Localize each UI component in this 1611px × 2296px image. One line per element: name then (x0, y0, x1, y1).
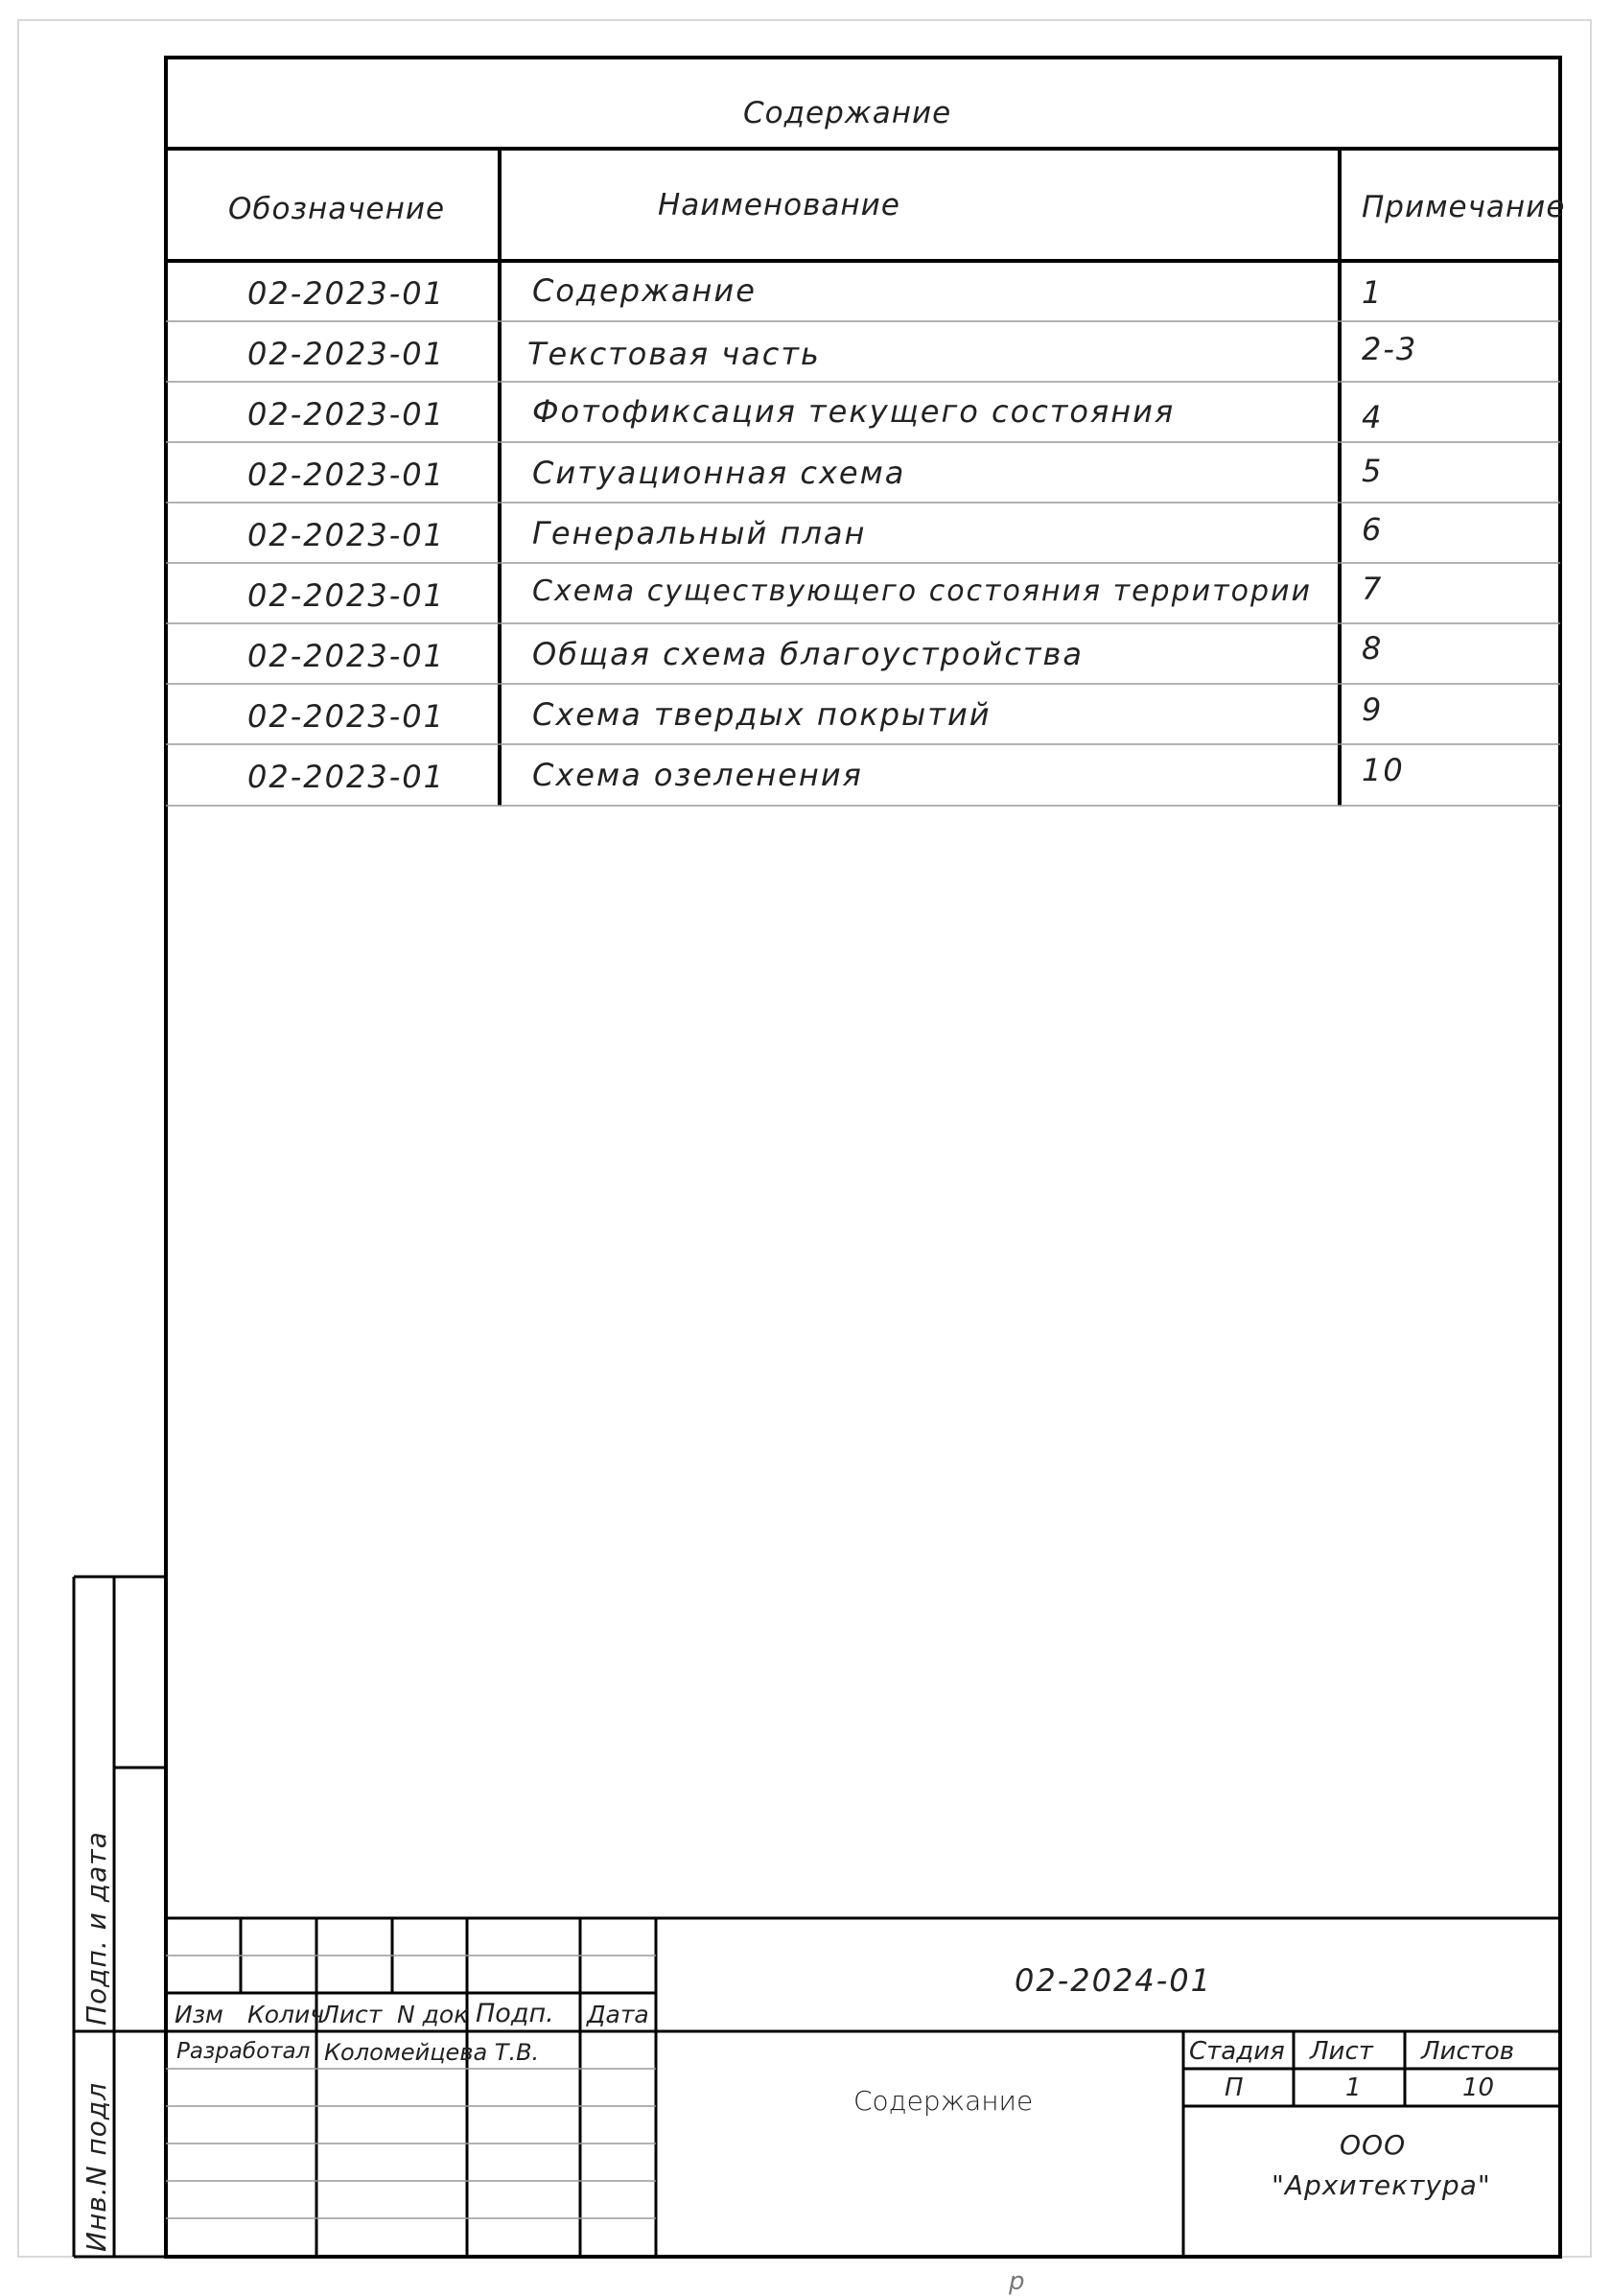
row-note: 7 (1362, 571, 1384, 607)
row-name: Текстовая часть (527, 336, 821, 372)
footer-mark: p (1009, 2267, 1026, 2296)
row-note: 8 (1362, 630, 1384, 667)
row-code: 02-2023-01 (247, 638, 445, 674)
col-sheet: Лист (321, 2001, 383, 2028)
row-note: 2-3 (1362, 331, 1418, 367)
col-doc-no: N док (397, 2001, 469, 2028)
side-signature-date-label: Подп. и дата (81, 1831, 112, 2026)
col-date: Дата (587, 2001, 649, 2028)
row-note: 9 (1362, 691, 1384, 728)
stage-label: Стадия (1189, 2037, 1285, 2066)
developer-name: Коломейцева Т.В. (324, 2039, 540, 2066)
sheets-value: 10 (1462, 2073, 1495, 2102)
col-count: Колич (247, 2001, 325, 2028)
document-code: 02-2024-01 (1015, 1962, 1212, 1999)
row-name: Содержание (532, 272, 757, 309)
side-inventory-label: Инв.N подл (81, 2081, 112, 2252)
row-code: 02-2023-01 (247, 396, 445, 433)
row-note: 6 (1362, 511, 1384, 548)
row-code: 02-2023-01 (247, 457, 445, 493)
header-name: Наименование (658, 188, 900, 223)
sheet-title: Содержание (853, 2085, 1034, 2117)
row-name: Общая схема благоустройства (532, 636, 1084, 672)
col-change: Изм (175, 2001, 223, 2028)
row-code: 02-2023-01 (247, 698, 445, 735)
row-note: 10 (1362, 752, 1405, 788)
row-note: 4 (1362, 399, 1384, 435)
row-name: Схема озеленения (532, 757, 863, 793)
row-note: 5 (1362, 453, 1384, 489)
developed-label: Разработал (176, 2039, 311, 2064)
row-code: 02-2023-01 (247, 577, 445, 614)
row-name: Схема существующего состояния территории (532, 574, 1312, 608)
sheets-label: Листов (1421, 2037, 1515, 2066)
sheet-label: Лист (1310, 2037, 1373, 2066)
row-name: Генеральный план (532, 515, 867, 551)
row-name: Ситуационная схема (532, 455, 906, 491)
row-name: Фотофиксация текущего состояния (532, 393, 1176, 430)
row-note: 1 (1362, 274, 1384, 311)
row-code: 02-2023-01 (247, 336, 445, 372)
header-note: Примечание (1362, 190, 1566, 224)
organization-line1: ООО (1340, 2129, 1407, 2161)
row-code: 02-2023-01 (247, 759, 445, 795)
row-code: 02-2023-01 (247, 275, 445, 312)
row-name: Схема твердых покрытий (532, 696, 992, 733)
sheet-value: 1 (1345, 2073, 1362, 2102)
header-designation: Обозначение (228, 192, 446, 226)
stage-value: П (1225, 2073, 1244, 2102)
contents-title: Содержание (743, 96, 952, 130)
col-signature: Подп. (476, 1999, 554, 2028)
organization-line2: "Архитектура" (1272, 2169, 1491, 2201)
row-code: 02-2023-01 (247, 517, 445, 553)
